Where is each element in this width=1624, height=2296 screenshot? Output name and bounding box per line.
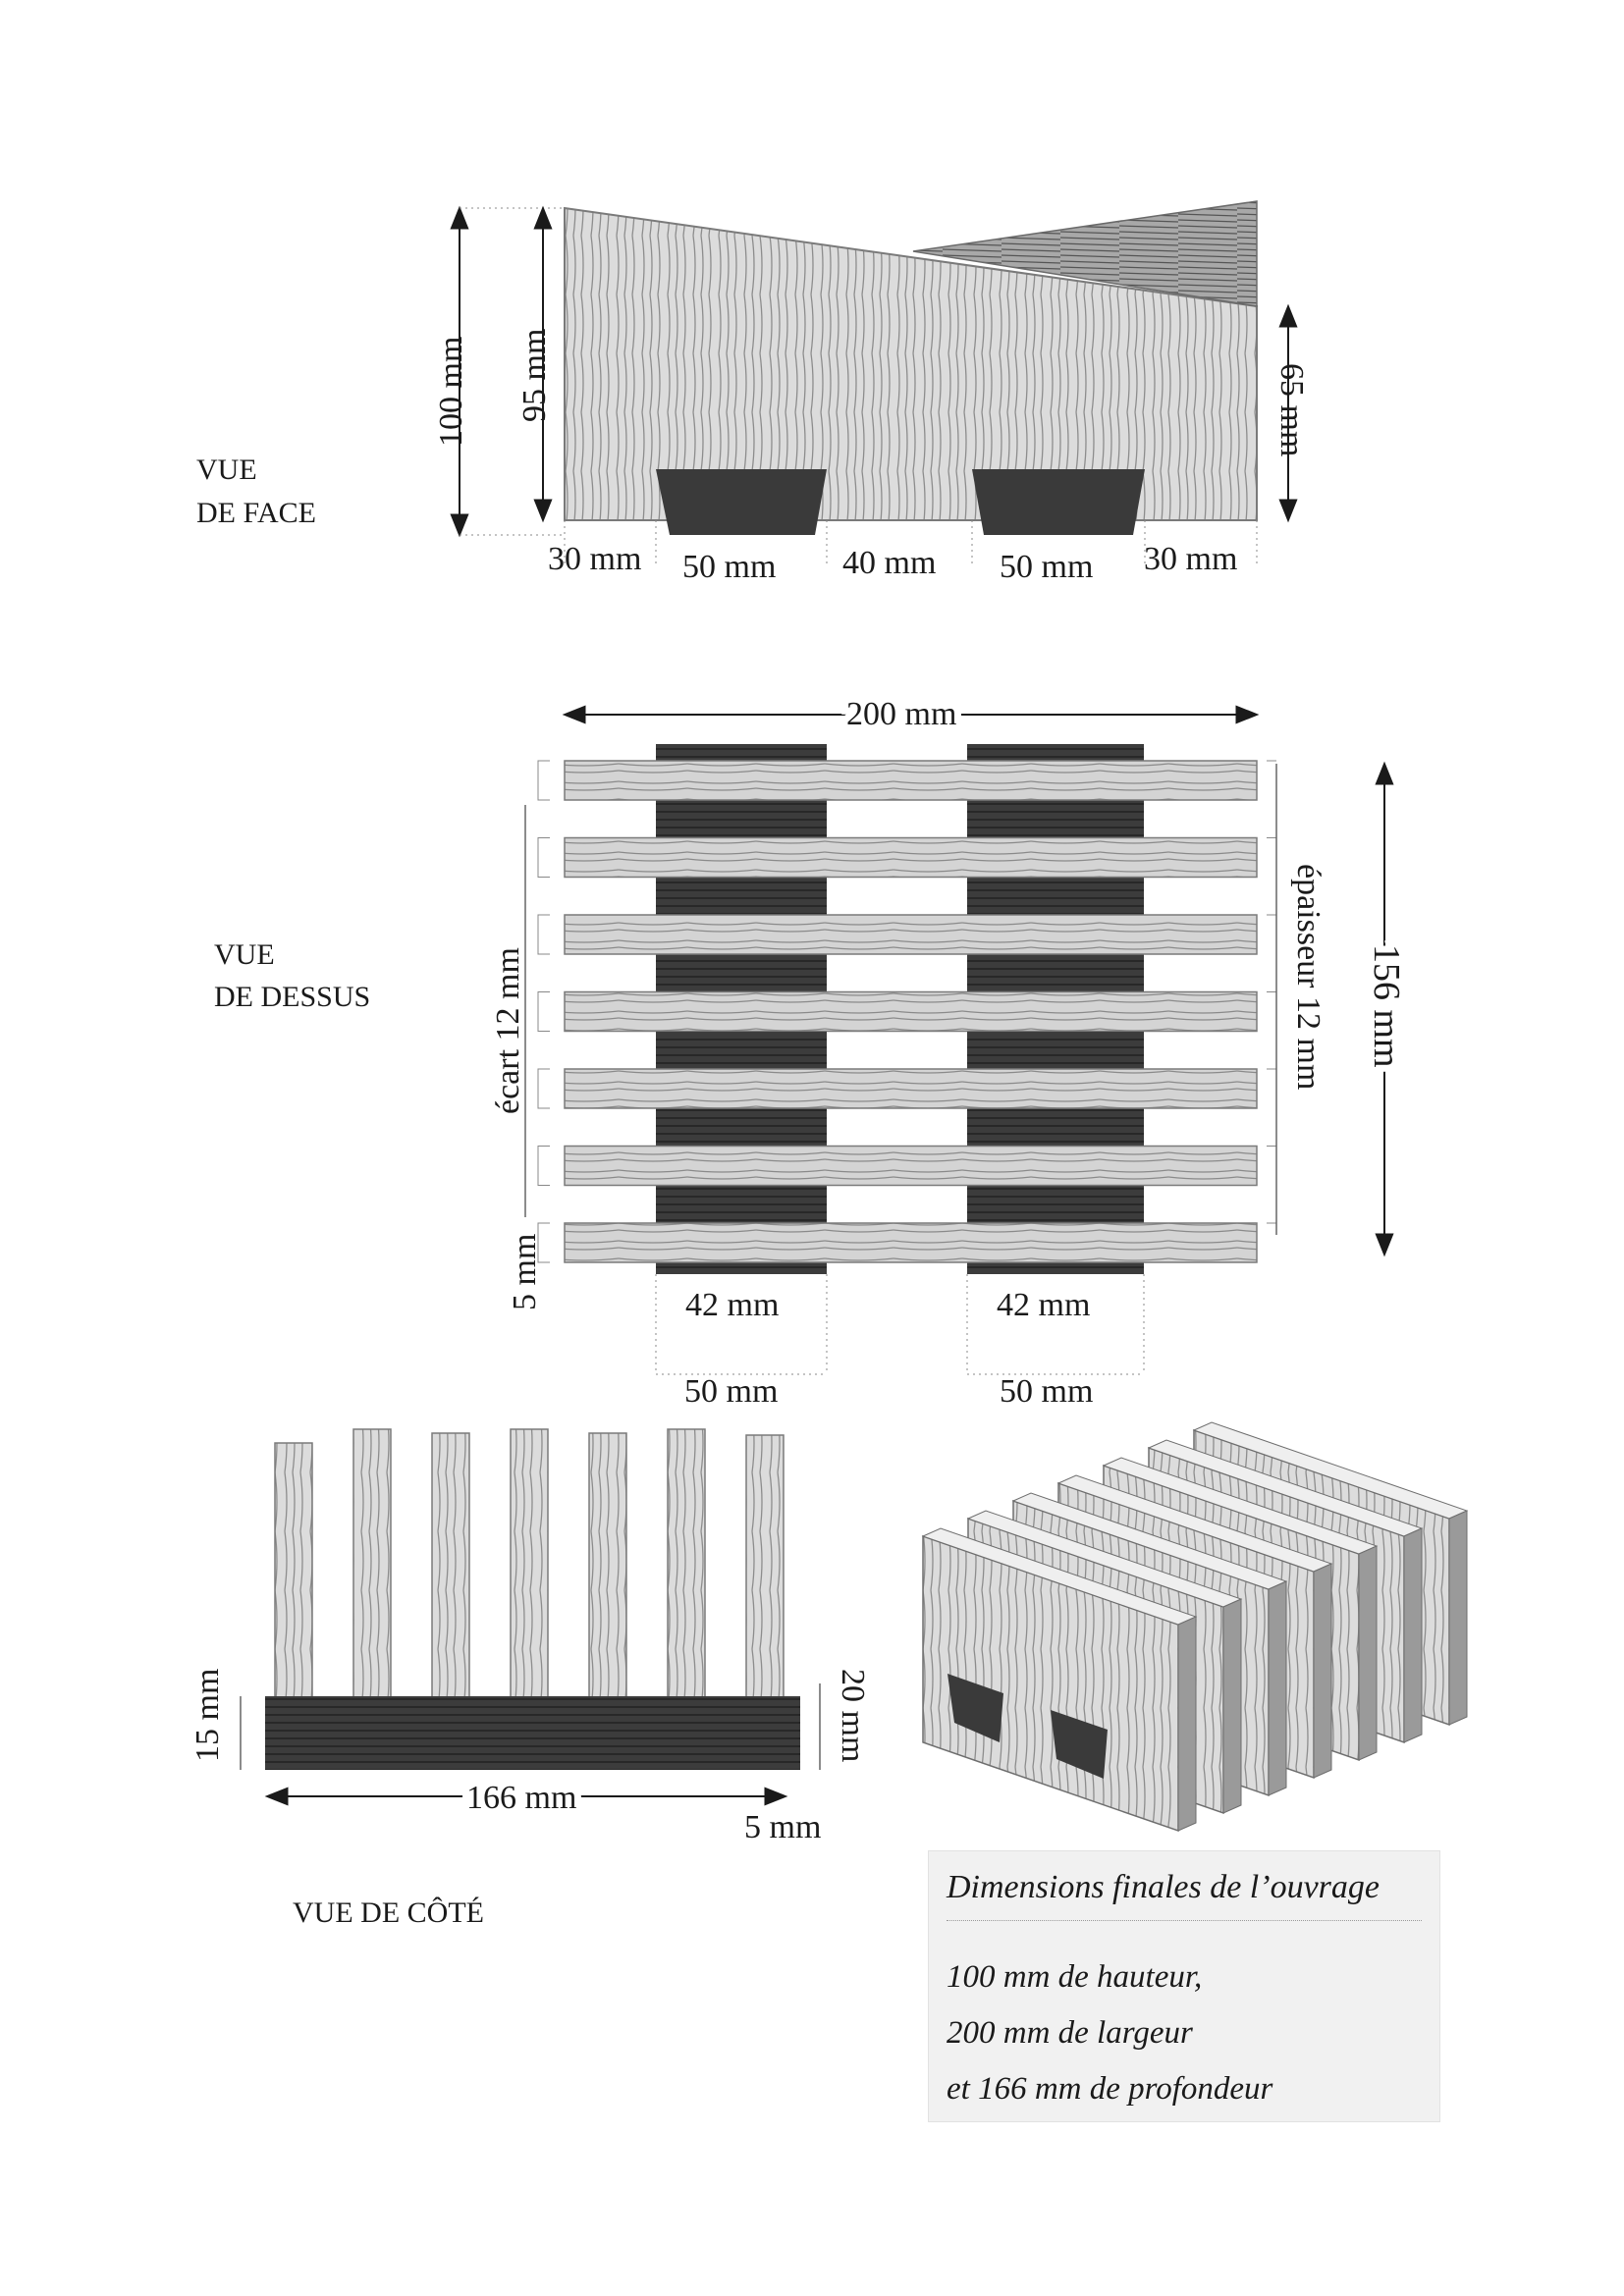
top-label-gap: écart 12 mm (490, 947, 526, 1114)
top-label-inner-left: 42 mm (685, 1287, 780, 1323)
perspective-board-edge (1178, 1617, 1196, 1831)
side-label-20: 20 mm (835, 1669, 871, 1763)
perspective-view (923, 1422, 1467, 1831)
side-base (265, 1696, 800, 1770)
front-label-95: 95 mm (516, 328, 553, 422)
perspective-board-edge (1223, 1599, 1241, 1813)
final-line-width: 200 mm de largeur (947, 2015, 1193, 2051)
top-slat-bracket-left (538, 1147, 550, 1186)
top-slat-bracket-left (538, 838, 550, 878)
top-slat (565, 992, 1257, 1032)
side-slat (746, 1435, 784, 1735)
top-label-inner-right: 42 mm (997, 1287, 1091, 1323)
label-top-view-1: VUE (214, 938, 275, 971)
perspective-board-edge (1404, 1528, 1422, 1742)
top-slat (565, 1147, 1257, 1186)
top-slat (565, 915, 1257, 954)
side-label-166: 166 mm (466, 1780, 577, 1816)
perspective-board-edge (1269, 1581, 1286, 1795)
final-dimensions-title: Dimensions finales de l’ouvrage (947, 1869, 1380, 1905)
final-dimensions-divider (947, 1920, 1422, 1921)
top-slat-bracket-left (538, 992, 550, 1032)
front-groove-right (972, 469, 1145, 535)
top-slat-bracket-left (538, 915, 550, 954)
label-front-view-2: DE FACE (196, 497, 316, 529)
side-slat (589, 1433, 626, 1735)
front-groove-left (656, 469, 827, 535)
front-label-bottom-1: 50 mm (682, 549, 777, 585)
top-slat-bracket-left (538, 761, 550, 800)
top-slat (565, 761, 1257, 800)
front-label-100: 100 mm (433, 336, 469, 447)
side-view (241, 1429, 820, 1796)
side-slat (432, 1433, 469, 1735)
top-view (525, 715, 1384, 1374)
side-slat (511, 1429, 548, 1735)
top-slat (565, 838, 1257, 878)
top-label-outer-left: 50 mm (684, 1373, 779, 1410)
side-slat (353, 1429, 391, 1735)
perspective-board-edge (1359, 1546, 1377, 1760)
top-label-156: 156 mm (1366, 944, 1407, 1068)
side-label-edge: 5 mm (744, 1809, 822, 1845)
label-top-view-2: DE DESSUS (214, 981, 371, 1013)
top-label-edge: 5 mm (507, 1233, 543, 1310)
front-label-65: 65 mm (1273, 363, 1310, 457)
top-label-outer-right: 50 mm (1000, 1373, 1094, 1410)
front-label-bottom-4: 30 mm (1144, 541, 1238, 577)
label-front-view-1: VUE (196, 454, 257, 486)
final-dimensions-box (928, 1850, 1440, 2122)
front-view (460, 201, 1288, 564)
final-line-height: 100 mm de hauteur, (947, 1959, 1203, 1995)
front-label-bottom-0: 30 mm (548, 541, 642, 577)
side-slat (668, 1429, 705, 1735)
top-label-200: 200 mm (846, 696, 957, 732)
front-label-bottom-3: 50 mm (1000, 549, 1094, 585)
front-label-bottom-2: 40 mm (842, 545, 937, 581)
side-slat (275, 1443, 312, 1735)
final-line-depth: et 166 mm de profondeur (947, 2071, 1273, 2107)
top-slat (565, 1069, 1257, 1108)
perspective-board-edge (1314, 1564, 1331, 1778)
label-side-view: VUE DE CÔTÉ (293, 1896, 484, 1929)
perspective-board-edge (1449, 1511, 1467, 1725)
side-label-15: 15 mm (189, 1668, 226, 1762)
top-slat-bracket-left (538, 1069, 550, 1108)
top-slat (565, 1223, 1257, 1262)
top-label-thickness: épaisseur 12 mm (1290, 864, 1326, 1091)
